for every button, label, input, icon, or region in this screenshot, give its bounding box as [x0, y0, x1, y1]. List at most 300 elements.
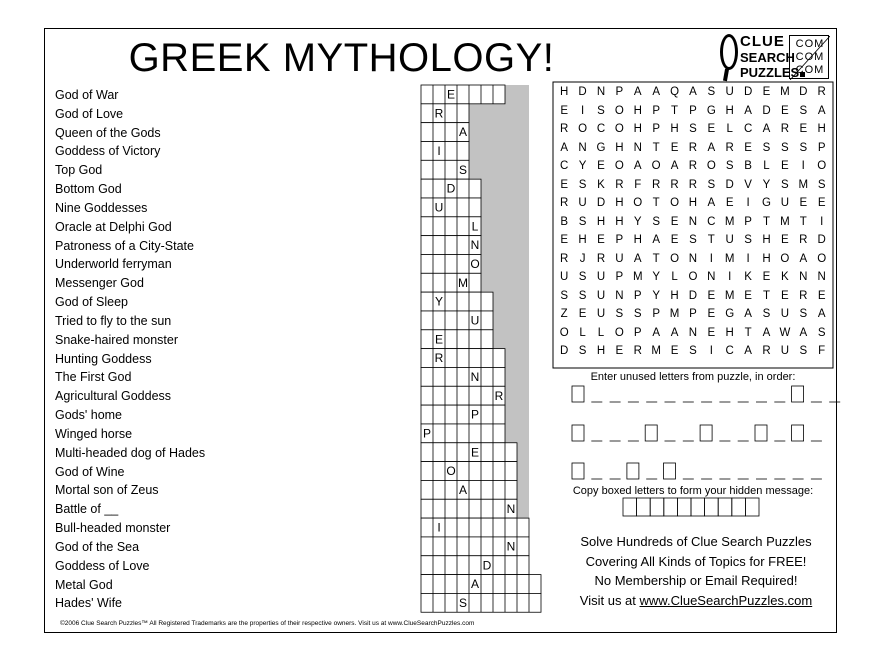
word-search-letter[interactable]: S: [707, 178, 716, 191]
answer-letter: E: [470, 445, 480, 460]
word-search-letter[interactable]: R: [799, 289, 808, 302]
answer-row-box[interactable]: [421, 556, 529, 575]
word-search-letter[interactable]: U: [596, 289, 606, 302]
word-search-letter[interactable]: H: [817, 123, 826, 135]
word-search-letter[interactable]: Q: [670, 86, 680, 98]
word-search-letter[interactable]: E: [817, 197, 826, 209]
word-search-letter[interactable]: E: [670, 141, 679, 154]
word-search-letter[interactable]: O: [817, 160, 827, 172]
word-search-letter[interactable]: I: [820, 215, 824, 228]
word-search-letter[interactable]: A: [744, 104, 752, 117]
word-search-letter[interactable]: O: [614, 123, 624, 135]
word-search-letter[interactable]: D: [817, 234, 826, 246]
clue-item: God of Love: [55, 106, 124, 121]
word-search-letter[interactable]: E: [597, 160, 605, 172]
answer-row-box[interactable]: [421, 386, 505, 405]
word-search-letter[interactable]: J: [579, 252, 586, 265]
word-search-letter[interactable]: H: [670, 123, 679, 135]
word-search-letter[interactable]: R: [560, 252, 569, 265]
word-search-letter[interactable]: A: [744, 308, 752, 320]
hidden-message-box[interactable]: [745, 498, 759, 516]
word-search-letter[interactable]: H: [615, 197, 624, 209]
word-search-letter[interactable]: M: [724, 215, 735, 228]
word-search-row: [555, 324, 831, 343]
word-search-letter[interactable]: M: [724, 252, 735, 265]
answer-letter: I: [437, 520, 441, 535]
word-search-letter[interactable]: R: [633, 345, 642, 357]
clue-item: Hunting Goddess: [55, 351, 152, 366]
word-search-letter[interactable]: U: [780, 345, 790, 357]
enter-unused-label: Enter unused letters from puzzle, in order:: [590, 371, 796, 383]
word-search-letter[interactable]: Y: [652, 271, 660, 283]
word-search-letter[interactable]: H: [633, 123, 642, 135]
word-search-letter[interactable]: L: [763, 160, 770, 172]
word-search-letter[interactable]: N: [578, 141, 587, 154]
promo-link[interactable]: www.ClueSearchPuzzles.com: [639, 592, 813, 608]
word-search-letter[interactable]: B: [744, 160, 752, 172]
word-search-letter[interactable]: R: [688, 160, 698, 172]
word-search-letter[interactable]: E: [560, 178, 569, 191]
word-search-letter[interactable]: G: [596, 141, 606, 154]
word-search-letter[interactable]: E: [725, 197, 734, 209]
word-search-letter[interactable]: I: [746, 197, 750, 209]
boxed-letter-slot[interactable]: [645, 425, 657, 441]
answer-letter: A: [458, 482, 468, 497]
word-search-letter[interactable]: O: [706, 160, 716, 172]
word-search-letter[interactable]: E: [762, 271, 771, 283]
word-search-letter[interactable]: S: [744, 234, 752, 246]
answer-letter: I: [437, 144, 441, 159]
word-search-letter[interactable]: T: [744, 326, 752, 339]
word-search-letter[interactable]: E: [560, 234, 569, 246]
clue-item: The First God: [55, 370, 132, 385]
word-search-letter[interactable]: G: [762, 197, 771, 209]
answer-letter: A: [470, 577, 480, 592]
word-search-letter[interactable]: S: [578, 215, 587, 228]
word-search-letter[interactable]: M: [780, 86, 790, 98]
word-search-letter[interactable]: D: [560, 345, 569, 357]
word-search-letter[interactable]: O: [559, 326, 569, 339]
word-search-row: [555, 139, 831, 158]
word-search-letter[interactable]: R: [780, 123, 790, 135]
word-search-letter[interactable]: E: [597, 234, 605, 246]
boxed-letter-slot[interactable]: [572, 386, 584, 402]
answer-row-box[interactable]: [421, 424, 505, 443]
hidden-message-box[interactable]: [650, 498, 664, 516]
word-search-letter[interactable]: E: [817, 289, 826, 302]
word-search-letter[interactable]: H: [688, 197, 698, 209]
answer-row-box[interactable]: [421, 273, 481, 292]
word-search-letter[interactable]: A: [670, 326, 679, 339]
word-search-letter[interactable]: E: [707, 326, 716, 339]
word-search-letter[interactable]: D: [688, 289, 698, 302]
word-search-letter[interactable]: R: [651, 178, 661, 191]
word-search-letter[interactable]: E: [670, 234, 679, 246]
word-search-letter[interactable]: D: [743, 86, 753, 98]
word-search-letter[interactable]: O: [614, 104, 624, 117]
word-search-letter[interactable]: A: [633, 86, 642, 98]
word-search-letter[interactable]: C: [743, 123, 753, 135]
word-search-letter[interactable]: E: [615, 345, 624, 357]
word-search-letter[interactable]: U: [780, 308, 790, 320]
word-search-letter[interactable]: O: [670, 197, 680, 209]
word-search-letter[interactable]: Y: [762, 178, 771, 191]
answer-letter: U: [470, 313, 480, 328]
hidden-message-box[interactable]: [637, 498, 651, 516]
word-search-letter[interactable]: R: [817, 86, 826, 98]
word-search-letter[interactable]: M: [724, 289, 735, 302]
word-search-letter[interactable]: A: [707, 141, 716, 154]
word-search-letter[interactable]: E: [560, 104, 569, 117]
word-search-letter[interactable]: C: [596, 123, 606, 135]
logo-word-puzzles: PUZZLES: [740, 65, 800, 80]
word-search-letter[interactable]: C: [560, 160, 569, 172]
answer-row-box[interactable]: [421, 85, 505, 104]
word-search-letter[interactable]: S: [560, 289, 569, 302]
hidden-message-box[interactable]: [623, 498, 637, 516]
word-search-letter[interactable]: H: [596, 215, 606, 228]
word-search-letter[interactable]: S: [578, 345, 587, 357]
word-search-letter[interactable]: S: [817, 178, 826, 191]
word-search-letter[interactable]: I: [580, 104, 585, 117]
clue-item: Oracle at Delphi God: [55, 219, 172, 234]
word-search-letter[interactable]: S: [689, 123, 697, 135]
word-search-letter[interactable]: U: [560, 271, 569, 283]
word-search-letter[interactable]: U: [725, 234, 734, 246]
word-search-letter[interactable]: H: [670, 289, 679, 302]
word-search-letter[interactable]: N: [633, 141, 642, 154]
word-search-letter[interactable]: P: [633, 289, 642, 302]
word-search-letter[interactable]: I: [728, 271, 732, 283]
word-search-letter[interactable]: H: [633, 234, 642, 246]
word-search-letter[interactable]: A: [670, 160, 679, 172]
word-search-letter[interactable]: N: [799, 271, 808, 283]
word-search-letter[interactable]: L: [579, 326, 586, 339]
boxed-letter-slot[interactable]: [755, 425, 767, 441]
word-search-letter[interactable]: S: [689, 234, 697, 246]
word-search-letter[interactable]: N: [817, 271, 826, 283]
word-search-letter[interactable]: N: [688, 252, 698, 265]
copy-boxed-label: Copy boxed letters to form your hidden message:: [572, 485, 814, 497]
word-search-letter[interactable]: Y: [633, 215, 642, 228]
word-search-letter[interactable]: P: [615, 86, 624, 98]
word-search-letter[interactable]: P: [689, 104, 697, 117]
hidden-message-box[interactable]: [732, 498, 746, 516]
word-search-letter[interactable]: D: [596, 197, 606, 209]
word-search-letter[interactable]: E: [707, 289, 716, 302]
answer-letter: S: [458, 162, 468, 177]
word-search-letter[interactable]: U: [596, 271, 606, 283]
word-search-letter[interactable]: S: [689, 345, 697, 357]
word-search-letter[interactable]: S: [707, 86, 716, 98]
word-search-letter[interactable]: A: [633, 252, 642, 265]
word-search-letter[interactable]: M: [780, 215, 790, 228]
word-search-letter[interactable]: Y: [578, 160, 587, 172]
word-search-letter[interactable]: L: [671, 271, 678, 283]
word-search-letter[interactable]: P: [615, 234, 624, 246]
word-search-letter[interactable]: R: [725, 141, 734, 154]
word-search-letter[interactable]: S: [799, 141, 808, 154]
word-search-letter[interactable]: P: [615, 271, 624, 283]
word-search-letter[interactable]: I: [746, 252, 750, 265]
word-search-letter[interactable]: E: [707, 308, 716, 320]
answer-letter: P: [470, 407, 480, 422]
answer-row-box[interactable]: [421, 367, 505, 386]
word-search-letter[interactable]: A: [799, 252, 808, 265]
word-search-letter[interactable]: R: [615, 178, 624, 191]
word-search-letter[interactable]: Z: [560, 308, 568, 320]
boxed-letter-slot[interactable]: [792, 386, 804, 402]
clue-item: God of War: [55, 88, 119, 102]
word-search-letter[interactable]: D: [799, 86, 808, 98]
word-search-letter[interactable]: T: [671, 104, 679, 117]
word-search-letter[interactable]: T: [707, 234, 715, 246]
word-search-letter[interactable]: S: [817, 326, 826, 339]
answer-letter: R: [494, 388, 504, 403]
word-search-letter[interactable]: O: [614, 326, 624, 339]
answer-letter: E: [434, 332, 444, 347]
word-search-letter[interactable]: V: [744, 178, 752, 191]
hidden-message-box[interactable]: [718, 498, 732, 516]
word-search-letter[interactable]: I: [801, 160, 805, 172]
word-search-letter[interactable]: R: [560, 123, 569, 135]
word-search-letter[interactable]: E: [744, 289, 752, 302]
word-search-letter[interactable]: C: [707, 215, 716, 228]
word-search-letter[interactable]: Y: [652, 289, 660, 302]
word-search-letter[interactable]: E: [670, 215, 679, 228]
hidden-message-box[interactable]: [664, 498, 678, 516]
word-search-letter[interactable]: S: [762, 141, 771, 154]
word-search-letter[interactable]: H: [596, 345, 606, 357]
word-search-letter[interactable]: S: [578, 271, 587, 283]
logo-word-search: SEARCH: [740, 50, 795, 65]
word-search-letter[interactable]: S: [578, 178, 587, 191]
answer-letter: D: [446, 181, 456, 196]
word-search-letter[interactable]: H: [615, 141, 624, 154]
word-search-letter[interactable]: S: [799, 104, 808, 117]
word-search-letter[interactable]: K: [781, 271, 789, 283]
word-search-letter[interactable]: N: [615, 289, 624, 302]
word-search-letter[interactable]: E: [707, 123, 716, 135]
word-search-letter[interactable]: D: [725, 178, 734, 191]
word-search-letter[interactable]: O: [688, 271, 698, 283]
boxed-letter-slot[interactable]: [627, 463, 639, 479]
word-search-letter[interactable]: M: [669, 308, 680, 320]
word-search-letter[interactable]: R: [799, 234, 808, 246]
word-search-letter[interactable]: E: [781, 160, 789, 172]
promo-visit-line: [555, 591, 837, 611]
word-search-letter[interactable]: H: [725, 326, 734, 339]
word-search-letter[interactable]: O: [670, 252, 680, 265]
word-search-letter[interactable]: R: [762, 345, 771, 357]
word-search-letter[interactable]: E: [799, 123, 808, 135]
word-search-letter[interactable]: D: [578, 86, 587, 98]
hidden-message-box[interactable]: [677, 498, 691, 516]
word-search-letter[interactable]: E: [799, 197, 808, 209]
boxed-letter-slot[interactable]: [700, 425, 712, 441]
word-search-letter[interactable]: E: [670, 345, 679, 357]
word-search-letter[interactable]: A: [817, 308, 826, 320]
word-search-letter[interactable]: M: [632, 271, 643, 283]
answer-letter: N: [470, 370, 480, 385]
boxed-letter-slot[interactable]: [572, 425, 584, 441]
word-search-letter[interactable]: K: [597, 178, 605, 191]
answer-letter: O: [446, 464, 456, 479]
word-search-letter[interactable]: A: [652, 234, 660, 246]
word-search-letter[interactable]: M: [651, 345, 661, 357]
word-search-row: [555, 120, 831, 139]
clue-item: Top God: [55, 163, 103, 178]
word-search-letter[interactable]: R: [596, 252, 606, 265]
word-search-letter[interactable]: A: [652, 86, 660, 98]
word-search-letter[interactable]: A: [707, 197, 716, 209]
word-search-letter[interactable]: H: [762, 234, 771, 246]
word-search-letter[interactable]: A: [762, 123, 771, 135]
word-search-letter[interactable]: E: [781, 234, 789, 246]
word-search-letter[interactable]: A: [633, 160, 642, 172]
answer-letter: M: [458, 275, 468, 290]
word-search-letter[interactable]: G: [706, 104, 716, 117]
word-search-letter[interactable]: N: [707, 271, 716, 283]
word-search-letter[interactable]: T: [652, 252, 660, 265]
word-search-letter[interactable]: C: [725, 345, 734, 357]
word-search-letter[interactable]: O: [614, 160, 624, 172]
word-search-letter[interactable]: P: [744, 215, 752, 228]
word-search-letter[interactable]: A: [560, 141, 569, 154]
word-search-letter[interactable]: B: [560, 215, 569, 228]
word-search-letter[interactable]: A: [762, 326, 771, 339]
word-search-letter[interactable]: O: [651, 160, 661, 172]
word-search-letter[interactable]: E: [781, 289, 789, 302]
clue-item: Patroness of a City-State: [55, 238, 194, 253]
word-search-letter[interactable]: U: [615, 252, 624, 265]
promo-line: Solve Hundreds of Clue Search Puzzles: [580, 534, 812, 549]
word-search-letter[interactable]: R: [688, 141, 698, 154]
word-search-letter[interactable]: H: [615, 215, 624, 228]
clue-item: Messenger God: [55, 276, 144, 291]
word-search-row: [555, 157, 831, 176]
word-search-letter[interactable]: T: [652, 197, 660, 209]
word-search-letter[interactable]: P: [817, 141, 826, 154]
word-search-letter[interactable]: O: [780, 252, 790, 265]
word-search-letter[interactable]: H: [762, 252, 771, 265]
word-search-letter[interactable]: T: [799, 215, 807, 228]
word-search-letter[interactable]: A: [799, 326, 808, 339]
answer-row-box[interactable]: [421, 349, 505, 368]
word-search-row: [555, 102, 831, 121]
clue-item: Mortal son of Zeus: [55, 483, 159, 498]
answer-letter: O: [470, 257, 480, 272]
hidden-message-box[interactable]: [691, 498, 705, 516]
word-search-letter[interactable]: E: [762, 86, 771, 98]
word-search-letter[interactable]: W: [779, 326, 791, 339]
word-search-letter[interactable]: K: [744, 271, 752, 283]
boxed-letter-slot[interactable]: [792, 425, 804, 441]
word-search-letter[interactable]: S: [615, 308, 624, 320]
clue-item: Goddess of Love: [55, 558, 150, 573]
hidden-message-box[interactable]: [705, 498, 719, 516]
word-search-letter[interactable]: S: [652, 215, 660, 228]
word-search-letter[interactable]: P: [652, 308, 660, 320]
clue-item: Gods' home: [55, 408, 123, 423]
word-search-row: [555, 342, 831, 361]
word-search-letter[interactable]: S: [781, 178, 789, 191]
word-search-letter[interactable]: A: [689, 86, 697, 98]
word-search-letter[interactable]: T: [652, 141, 660, 154]
word-search-letter[interactable]: M: [798, 178, 809, 191]
word-search-letter[interactable]: T: [762, 289, 770, 302]
word-search-letter[interactable]: O: [578, 123, 588, 135]
word-search-letter[interactable]: S: [725, 160, 734, 172]
word-search-letter[interactable]: F: [634, 178, 642, 191]
word-search-letter[interactable]: N: [688, 215, 698, 228]
word-search-letter[interactable]: U: [725, 86, 734, 98]
word-search-letter[interactable]: D: [762, 104, 771, 117]
answer-row-box[interactable]: [421, 405, 505, 424]
word-search-letter[interactable]: S: [633, 308, 642, 320]
word-search-letter[interactable]: S: [762, 308, 771, 320]
word-search-letter[interactable]: A: [652, 326, 660, 339]
word-search-letter[interactable]: S: [597, 104, 605, 117]
word-search-letter[interactable]: U: [780, 197, 790, 209]
word-search-letter[interactable]: O: [817, 252, 827, 265]
word-search-letter[interactable]: R: [688, 178, 698, 191]
word-search-letter[interactable]: L: [597, 326, 605, 339]
word-search-letter[interactable]: G: [725, 308, 735, 320]
word-search-letter[interactable]: P: [689, 308, 697, 320]
logo-word-clue: CLUE: [740, 33, 785, 50]
boxed-letter-slot[interactable]: [572, 463, 584, 479]
clue-item: Underworld ferryman: [55, 257, 172, 272]
word-search-letter[interactable]: N: [596, 86, 606, 98]
word-search-letter[interactable]: P: [652, 123, 660, 135]
word-search-letter[interactable]: F: [818, 345, 826, 357]
word-search-letter[interactable]: H: [578, 234, 587, 246]
word-search-letter[interactable]: T: [762, 215, 770, 228]
word-search-letter[interactable]: U: [596, 308, 606, 320]
answer-letter: S: [458, 595, 468, 610]
word-search-letter[interactable]: A: [744, 345, 752, 357]
word-search-letter[interactable]: R: [670, 178, 679, 191]
word-search-letter[interactable]: S: [578, 289, 587, 302]
word-search-letter[interactable]: E: [578, 308, 587, 320]
clue-item: Battle of __: [55, 502, 119, 517]
word-search-letter[interactable]: E: [781, 104, 789, 117]
word-search-letter[interactable]: P: [652, 104, 660, 117]
word-search-letter[interactable]: E: [744, 141, 752, 154]
word-search-letter[interactable]: O: [633, 197, 643, 209]
word-search-letter[interactable]: H: [560, 86, 569, 98]
word-search-letter[interactable]: U: [578, 197, 587, 209]
word-search-letter[interactable]: N: [688, 326, 698, 339]
clue-item: God of Sleep: [55, 295, 128, 310]
word-search-letter[interactable]: L: [726, 123, 733, 135]
word-search-letter[interactable]: S: [799, 345, 808, 357]
answer-row-box[interactable]: [421, 198, 481, 217]
word-search-letter[interactable]: R: [560, 197, 569, 209]
word-search-letter[interactable]: S: [781, 141, 789, 154]
clue-item: Queen of the Gods: [55, 125, 161, 140]
word-search-letter[interactable]: H: [633, 104, 642, 117]
boxed-letter-slot[interactable]: [664, 463, 676, 479]
word-search-letter[interactable]: A: [817, 104, 826, 117]
answer-letter: R: [434, 351, 444, 366]
word-search-letter[interactable]: P: [633, 326, 642, 339]
word-search-letter[interactable]: H: [725, 104, 734, 117]
word-search-letter[interactable]: I: [709, 345, 713, 357]
word-search-letter[interactable]: I: [709, 252, 713, 265]
word-search-letter[interactable]: S: [799, 308, 808, 320]
